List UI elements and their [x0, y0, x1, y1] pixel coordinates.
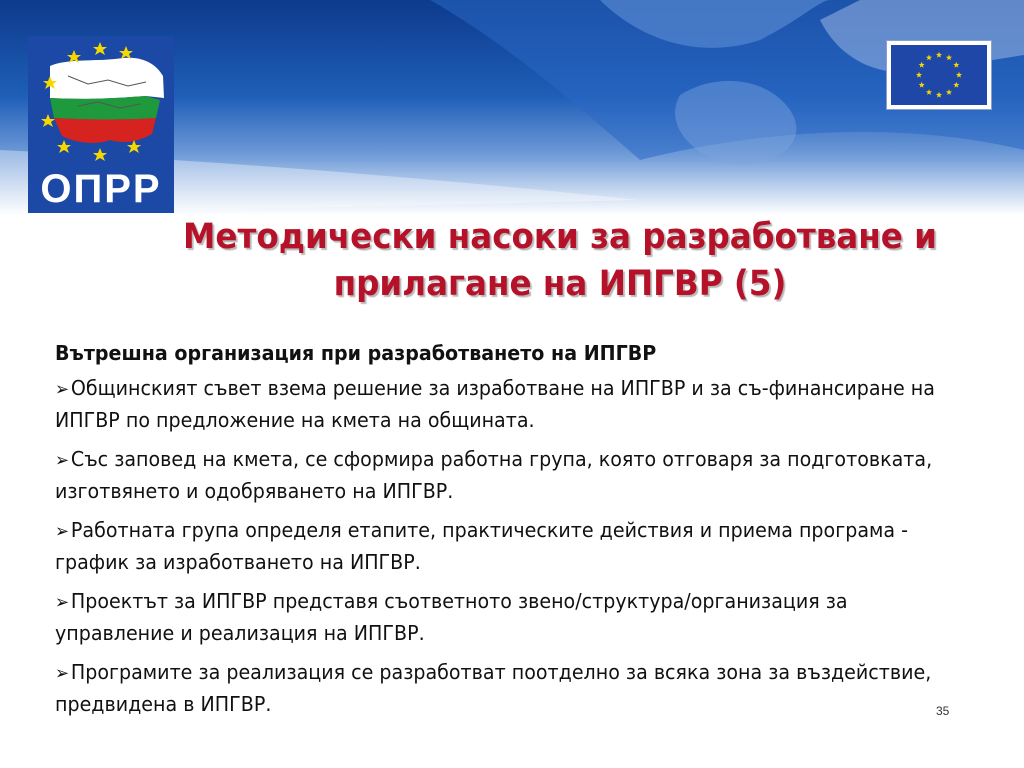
arrow-bullet-icon: ➢	[55, 592, 70, 613]
bullet-text: Със заповед на кмета, се сформира работна група, която отговаря за подготовката, изготвянето и одобряването на ИПГВР.	[55, 447, 933, 503]
oprr-logo-text: ОПРР	[40, 167, 162, 211]
bullet-item	[55, 373, 939, 435]
bullet-text: Програмите за реализация се разработват поотделно за всяка зона за въздействие, предвидена в ИПГВР.	[55, 660, 932, 716]
bullet-item	[55, 444, 939, 506]
bullet-item	[55, 586, 939, 648]
oprr-logo	[28, 36, 174, 213]
section-subheading: Вътрешна организация при разработването на ИПГВР	[55, 341, 657, 365]
bullet-item	[55, 657, 939, 719]
bullet-text: Проектът за ИПГВР представя съответното звено/структура/организация за управление и реализация на ИПГВР.	[55, 589, 848, 645]
eu-flag-icon	[886, 40, 992, 110]
arrow-bullet-icon: ➢	[55, 450, 70, 471]
slide-body	[55, 338, 955, 728]
slide-title-line-2: прилагане на ИПГВР (5)	[333, 264, 787, 304]
bullet-item	[55, 515, 939, 577]
bulgaria-map-stars-graphic	[28, 36, 174, 166]
arrow-bullet-icon: ➢	[55, 521, 70, 542]
arrow-bullet-icon: ➢	[55, 379, 70, 400]
slide-title	[132, 214, 988, 308]
bullet-text: Работната група определя етапите, практическите действия и приема програма - график за изработването на ИПГВР.	[55, 518, 909, 574]
bullet-text: Общинският съвет взема решение за изработване на ИПГВР и за съ-финансиране на ИПГВР по предложение на кмета на общината.	[55, 376, 935, 432]
slide-title-line-1: Методически насоки за разработване и	[183, 217, 937, 257]
arrow-bullet-icon: ➢	[55, 663, 70, 684]
slide-number: 35	[936, 704, 950, 718]
